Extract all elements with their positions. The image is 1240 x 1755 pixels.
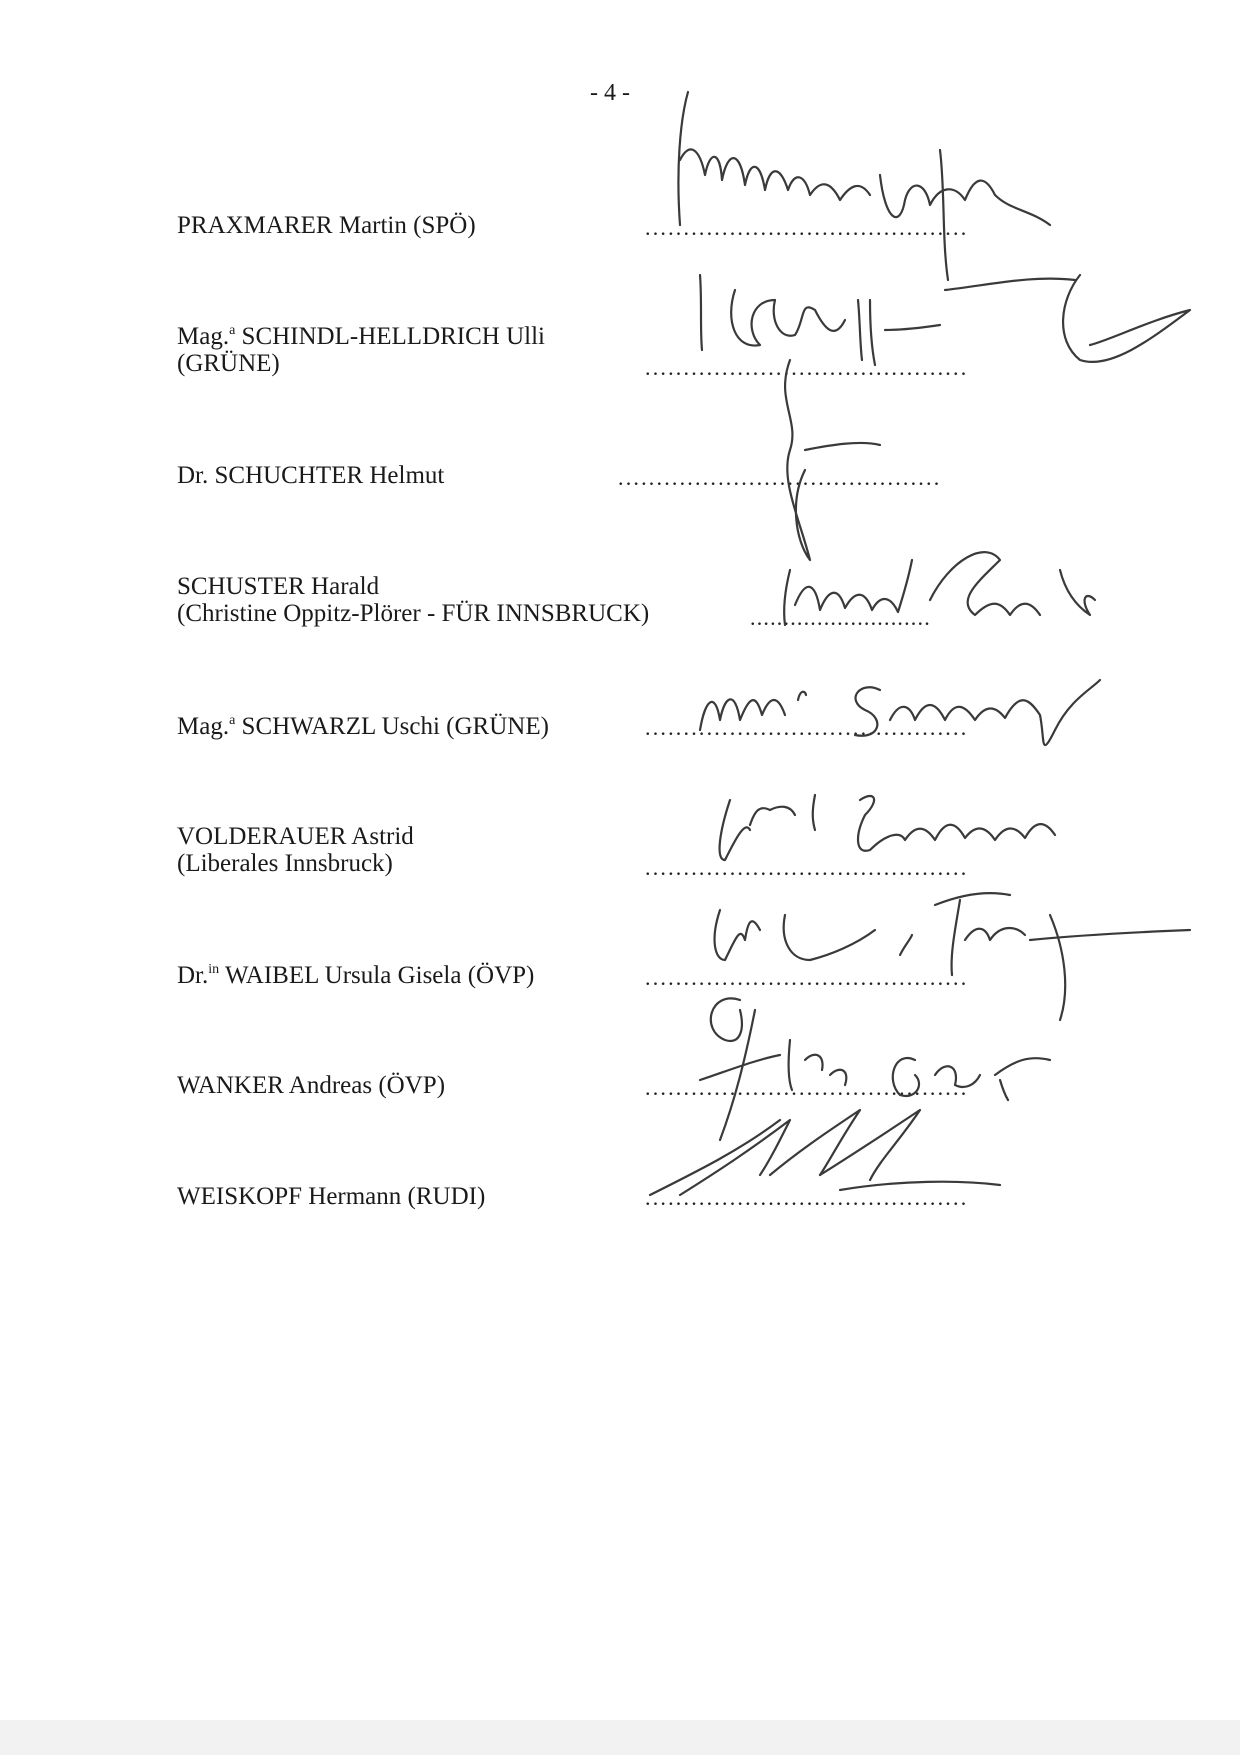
signatory-name: PRAXMARER Martin (SPÖ) <box>177 212 476 239</box>
signature-schuster <box>784 552 1095 625</box>
signature-weiskopf <box>650 1110 1000 1195</box>
signature-praxmarer <box>678 92 1050 280</box>
signatory-name: Mag.$^a$ SCHINDL-HELLDRICH Ulli (GRÜNE) <box>177 323 546 377</box>
signature-line: ........................... <box>750 605 931 630</box>
page-number: - 4 - <box>590 80 630 106</box>
signature-line: .......................................... <box>618 465 942 490</box>
signature-line: .......................................... <box>645 1185 969 1210</box>
signature-line: .......................................... <box>645 855 969 880</box>
signature-wanker <box>700 998 1050 1140</box>
signature-schindl-helldrich <box>700 275 1190 365</box>
signature-line: .......................................... <box>645 215 969 240</box>
signature-line: .......................................... <box>645 715 969 740</box>
signature-line: .......................................... <box>645 965 969 990</box>
signatory-name: Dr.$^{in}$ WAIBEL Ursula Gisela (ÖVP) <box>177 962 535 989</box>
signatory-name: Mag.$^a$ SCHWARZL Uschi (GRÜNE) <box>177 713 549 740</box>
signature-line: .......................................... <box>645 1075 969 1100</box>
signature-line: .......................................... <box>645 355 969 380</box>
signature-volderauer <box>720 795 1055 860</box>
signature-waibel <box>715 893 1190 1020</box>
signatory-name: VOLDERAUER Astrid (Liberales Innsbruck) <box>177 823 414 877</box>
footer-band <box>0 1720 1240 1755</box>
signatory-name: WANKER Andreas (ÖVP) <box>177 1072 446 1099</box>
signatory-name: WEISKOPF Hermann (RUDI) <box>177 1183 486 1210</box>
signatory-name: Dr. SCHUCHTER Helmut <box>177 462 445 489</box>
signature-schwarzl <box>700 680 1100 745</box>
signature-schuchter <box>785 360 880 560</box>
signatory-name: SCHUSTER Harald (Christine Oppitz-Plörer - FÜR INNSBRUCK) <box>177 573 650 627</box>
